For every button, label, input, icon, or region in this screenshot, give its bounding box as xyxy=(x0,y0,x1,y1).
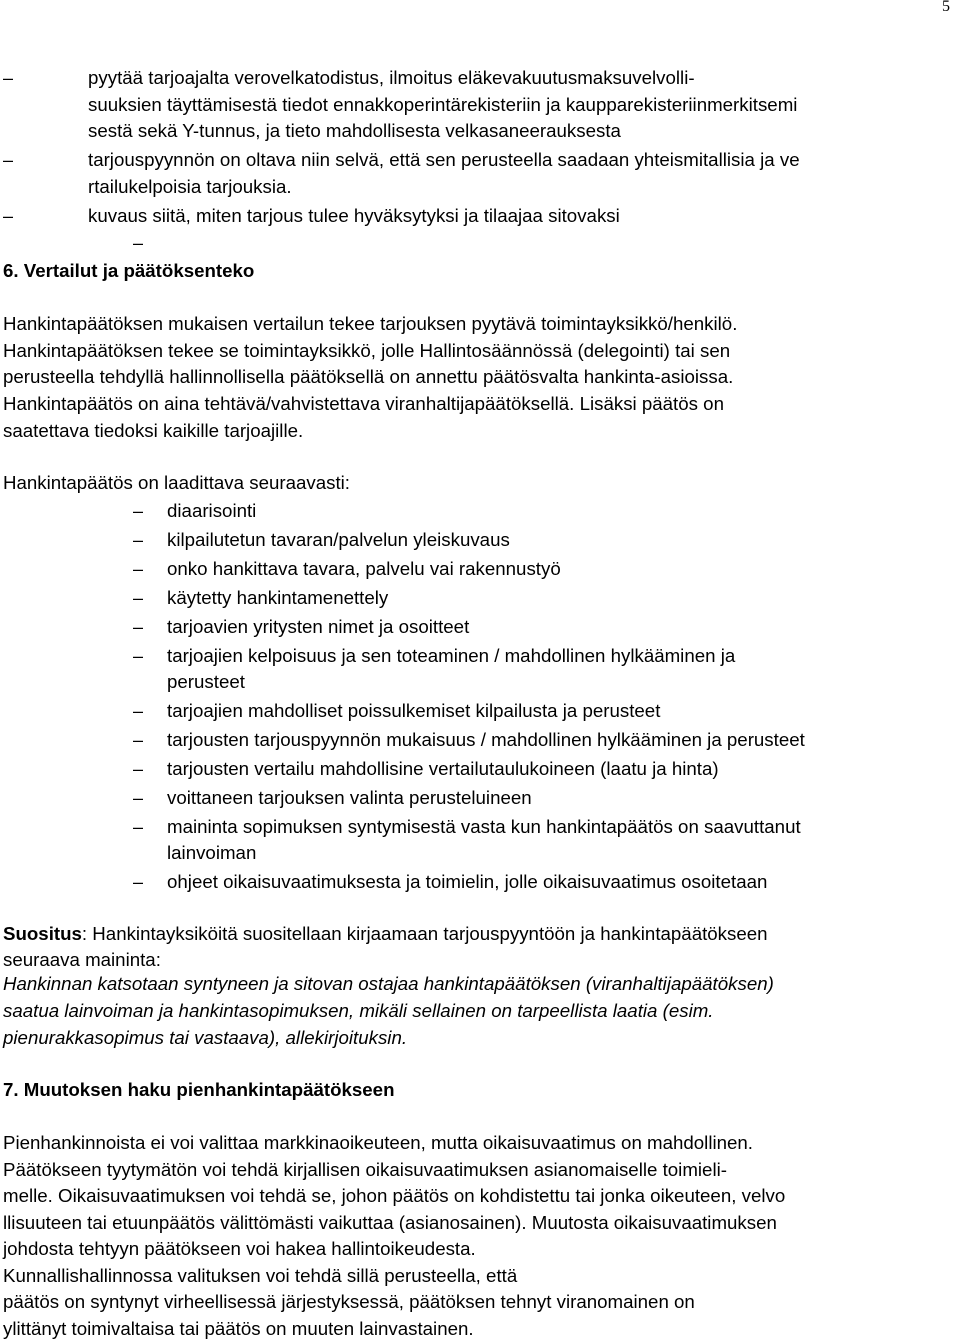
page-number: 5 xyxy=(942,0,950,15)
paragraph-line: saatettava tiedoksi kaikille tarjoajille. xyxy=(3,420,304,441)
list-item-text: lainvoiman xyxy=(167,842,257,863)
recommendation-line xyxy=(3,923,768,945)
dash-bullet: – xyxy=(3,68,14,88)
dash-bullet: – xyxy=(133,530,144,550)
list-item-text: tarjoavien yritysten nimet ja osoitteet xyxy=(167,616,470,637)
list-item-text: tarjouspyynnön on oltava niin selvä, että sen perusteella saadaan yhteismitallisia ja ve xyxy=(88,149,800,170)
list-item-text: tarjoajien kelpoisuus ja sen toteaminen / mahdollinen hylkääminen ja xyxy=(167,645,736,666)
list-item-text: suuksien täyttämisestä tiedot ennakkoperintärekisteriin ja kaupparekisteriinmerkitsemi xyxy=(88,94,798,115)
list-item-text: tarjousten vertailu mahdollisine vertailutaulukoineen (laatu ja hinta) xyxy=(167,758,719,779)
dash-bullet: – xyxy=(133,559,144,579)
dash-bullet: – xyxy=(133,759,144,779)
dash-bullet: – xyxy=(3,150,14,170)
quote-line: Hankinnan katsotaan syntyneen ja sitovan ostajaa hankintapäätöksen (viranhaltijapäätöksen) xyxy=(3,973,774,994)
paragraph-line: päätös on syntynyt virheellisessä järjestyksessä, päätöksen tehnyt viranomainen on xyxy=(3,1291,695,1312)
list-item-text: kuvaus siitä, miten tarjous tulee hyväksytyksi ja tilaajaa sitovaksi xyxy=(88,205,620,226)
list-item-text: kilpailutetun tavaran/palvelun yleiskuvaus xyxy=(167,529,510,550)
paragraph-line: johdosta tehtyyn päätökseen voi hakea hallintoikeudesta. xyxy=(3,1238,476,1259)
list-item-text: sestä sekä Y-tunnus, ja tieto mahdollisesta velkasaneerauksesta xyxy=(88,120,621,141)
dash-bullet: – xyxy=(3,206,14,226)
dash-bullet: – xyxy=(133,617,144,637)
list-item-text: pyytää tarjoajalta verovelkatodistus, ilmoitus eläkevakuutusmaksuvelvolli- xyxy=(88,67,695,88)
dash-bullet: – xyxy=(133,872,144,892)
list-item-text: tarjousten tarjouspyynnön mukaisuus / mahdollinen hylkääminen ja perusteet xyxy=(167,729,805,750)
paragraph-line: perusteella tehdyllä hallinnollisella päätöksellä on annettu päätösvalta hankinta-asioissa. xyxy=(3,366,734,387)
paragraph-line: Hankintapäätös on aina tehtävä/vahvistettava viranhaltijapäätöksellä. Lisäksi päätös on xyxy=(3,393,724,414)
decision-intro: Hankintapäätös on laadittava seuraavasti: xyxy=(3,472,350,493)
paragraph-line: melle. Oikaisuvaatimuksen voi tehdä se, johon päätös on kohdistettu tai jonka oikeuteen, velvo xyxy=(3,1185,786,1206)
list-item-text: voittaneen tarjouksen valinta perusteluineen xyxy=(167,787,532,808)
dash-bullet: – xyxy=(133,588,144,608)
section-6-heading: 6. Vertailut ja päätöksenteko xyxy=(3,260,255,281)
recommendation-text: : Hankintayksiköitä suositellaan kirjaamaan tarjouspyyntöön ja hankintapäätökseen xyxy=(81,923,768,944)
paragraph-line: Hankintapäätöksen tekee se toimintayksikkö, jolle Hallintosäännössä (delegointi) tai sen xyxy=(3,340,731,361)
paragraph-line: ylittänyt toimivaltaisa tai päätös on muuten lainvastainen. xyxy=(3,1318,474,1339)
quote-line: pienurakkasopimus tai vastaava), allekirjoituksin. xyxy=(3,1027,408,1048)
dash-bullet: – xyxy=(133,646,144,666)
dash-bullet: – xyxy=(133,788,144,808)
paragraph-line: llisuuteen tai etuunpäätös välittömästi vaikuttaa (asianosainen). Muutosta oikaisuvaatimuksen xyxy=(3,1212,777,1233)
paragraph-line: Pienhankinnoista ei voi valittaa markkinaoikeuteen, mutta oikaisuvaatimus on mahdollinen. xyxy=(3,1132,754,1153)
list-item-text: ohjeet oikaisuvaatimuksesta ja toimielin, jolle oikaisuvaatimus osoitetaan xyxy=(167,871,768,892)
list-item-text: tarjoajien mahdolliset poissulkemiset kilpailusta ja perusteet xyxy=(167,700,661,721)
paragraph-line: Päätökseen tyytymätön voi tehdä kirjallisen oikaisuvaatimuksen asianomaiselle toimieli- xyxy=(3,1159,727,1180)
list-item-text: käytetty hankintamenettely xyxy=(167,587,389,608)
list-item-text: onko hankittava tavara, palvelu vai rakennustyö xyxy=(167,558,561,579)
dash-bullet: – xyxy=(133,730,144,750)
list-item-text: diaarisointi xyxy=(167,500,257,521)
recommendation-label: Suositus xyxy=(3,923,82,944)
dash-bullet: – xyxy=(133,701,144,721)
paragraph-line: Kunnallishallinnossa valituksen voi tehdä sillä perusteella, että xyxy=(3,1265,518,1286)
recommendation-line: seuraava maininta: xyxy=(3,949,161,970)
section-7-heading: 7. Muutoksen haku pienhankintapäätökseen xyxy=(3,1079,395,1100)
list-item-text: maininta sopimuksen syntymisestä vasta kun hankintapäätös on saavuttanut xyxy=(167,816,801,837)
paragraph-line: Hankintapäätöksen mukaisen vertailun tekee tarjouksen pyytävä toimintayksikkö/henkilö. xyxy=(3,313,738,334)
list-item-text: rtailukelpoisia tarjouksia. xyxy=(88,176,292,197)
quote-line: saatua lainvoiman ja hankintasopimuksen, mikäli sellainen on tarpeellista laatia (esim. xyxy=(3,1000,714,1021)
list-item-text: perusteet xyxy=(167,671,245,692)
empty-dash-bullet: – xyxy=(133,233,144,253)
dash-bullet: – xyxy=(133,817,144,837)
dash-bullet: – xyxy=(133,501,144,521)
